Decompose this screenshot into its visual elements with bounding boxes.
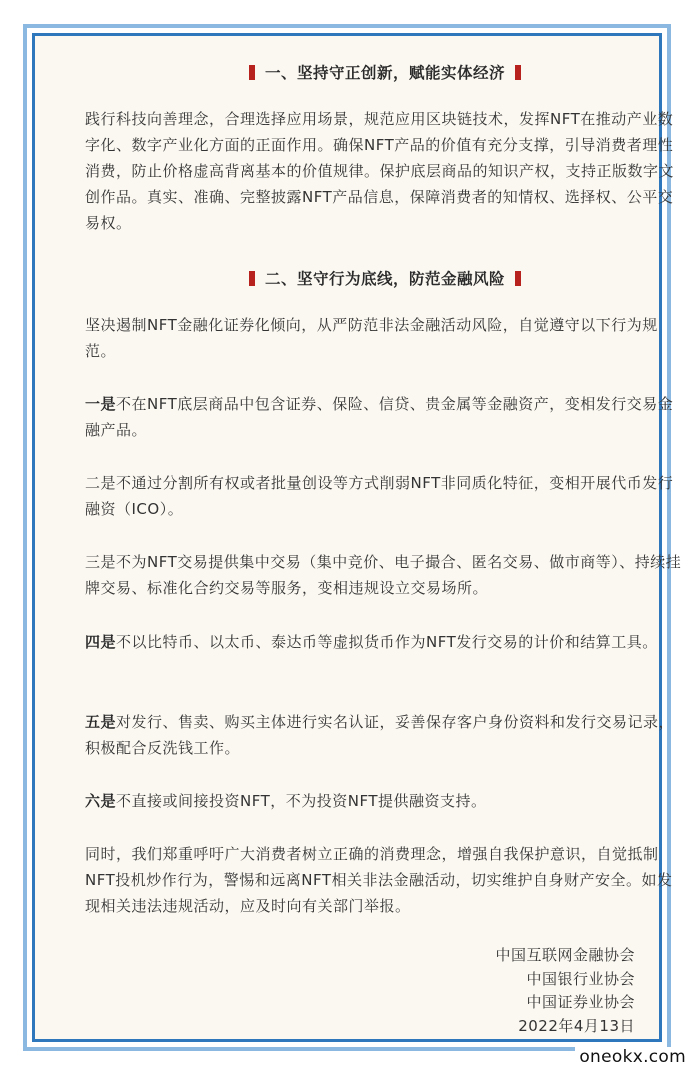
section-heading-2 — [85, 266, 685, 292]
section-heading-2-text: 二、坚守行为底线，防范金融风险 — [264, 270, 505, 288]
rule-5 — [85, 709, 685, 761]
signature-1: 中国互联网金融协会 — [495, 946, 635, 964]
signature-3: 中国证券业协会 — [526, 993, 635, 1011]
red-marker-icon — [515, 65, 521, 80]
rule-3-text: 不为NFT交易提供集中交易（集中竞价、电子撮合、匿名交易、做市商等）、持续挂牌交易、标准化合约交易等服务，变相违规设立交易场所。 — [85, 553, 682, 597]
rule-6-text: 不直接或间接投资NFT，不为投资NFT提供融资支持。 — [116, 792, 487, 810]
rule-2-lead: 二是 — [85, 474, 117, 492]
rule-5-text: 对发行、售卖、购买主体进行实名认证，妥善保存客户身份资料和发行交易记录，积极配合反洗钱工作。 — [85, 713, 675, 757]
watermark-text: oneokx.com — [575, 1047, 690, 1067]
signature-date: 2022年4月13日 — [518, 1016, 635, 1035]
rule-4 — [85, 629, 685, 655]
red-marker-icon — [515, 271, 521, 286]
red-marker-icon — [249, 271, 255, 286]
closing-paragraph: 同时，我们郑重呼吁广大消费者树立正确的消费理念，增强自我保护意识，自觉抵制NFT投机炒作行为，警惕和远离NFT相关非法金融活动，切实维护自身财产安全。如发现相关违法违规活动，应及时向有关部门举报。 — [85, 845, 673, 915]
rule-3 — [85, 549, 685, 601]
rule-4-lead: 四是 — [85, 633, 117, 651]
rule-1-lead: 一是 — [85, 395, 117, 413]
red-marker-icon — [249, 65, 255, 80]
rule-3-lead: 三是 — [85, 553, 117, 571]
section-paragraph-1: 践行科技向善理念，合理选择应用场景，规范应用区块链技术，发挥NFT在推动产业数字化、数字产业化方面的正面作用。确保NFT产品的价值有充分支撑，引导消费者理性消费，防止价格虚高背离基本的价值规律。保护底层商品的知识产权，支持正版数字文创作品。真实、准确、完整披露NFT产品信息，保障消费者的知情权、选择权、公平交易权。 — [85, 110, 675, 232]
section-paragraph-2: 坚决遏制NFT金融化证券化倾向，从严防范非法金融活动风险，自觉遵守以下行为规范。 — [85, 316, 658, 360]
rule-1-text: 不在NFT底层商品中包含证券、保险、信贷、贵金属等金融资产，变相发行交易金融产品。 — [85, 395, 674, 439]
signature-block — [495, 944, 635, 1038]
section-heading-1 — [85, 60, 685, 86]
rule-5-lead: 五是 — [85, 713, 117, 731]
rule-1 — [85, 391, 685, 443]
rule-6 — [85, 788, 685, 814]
document-frame — [32, 33, 682, 1042]
signature-2: 中国银行业协会 — [526, 969, 635, 988]
rule-6-lead: 六是 — [85, 792, 117, 810]
rule-4-text: 不以比特币、以太币、泰达币等虚拟货币作为NFT发行交易的计价和结算工具。 — [116, 633, 658, 651]
rule-2-text: 不通过分割所有权或者批量创设等方式削弱NFT非同质化特征，变相开展代币发行融资（ICO）。 — [85, 474, 674, 518]
rule-2 — [85, 470, 685, 522]
section-heading-1-text: 一、坚持守正创新，赋能实体经济 — [264, 64, 505, 82]
